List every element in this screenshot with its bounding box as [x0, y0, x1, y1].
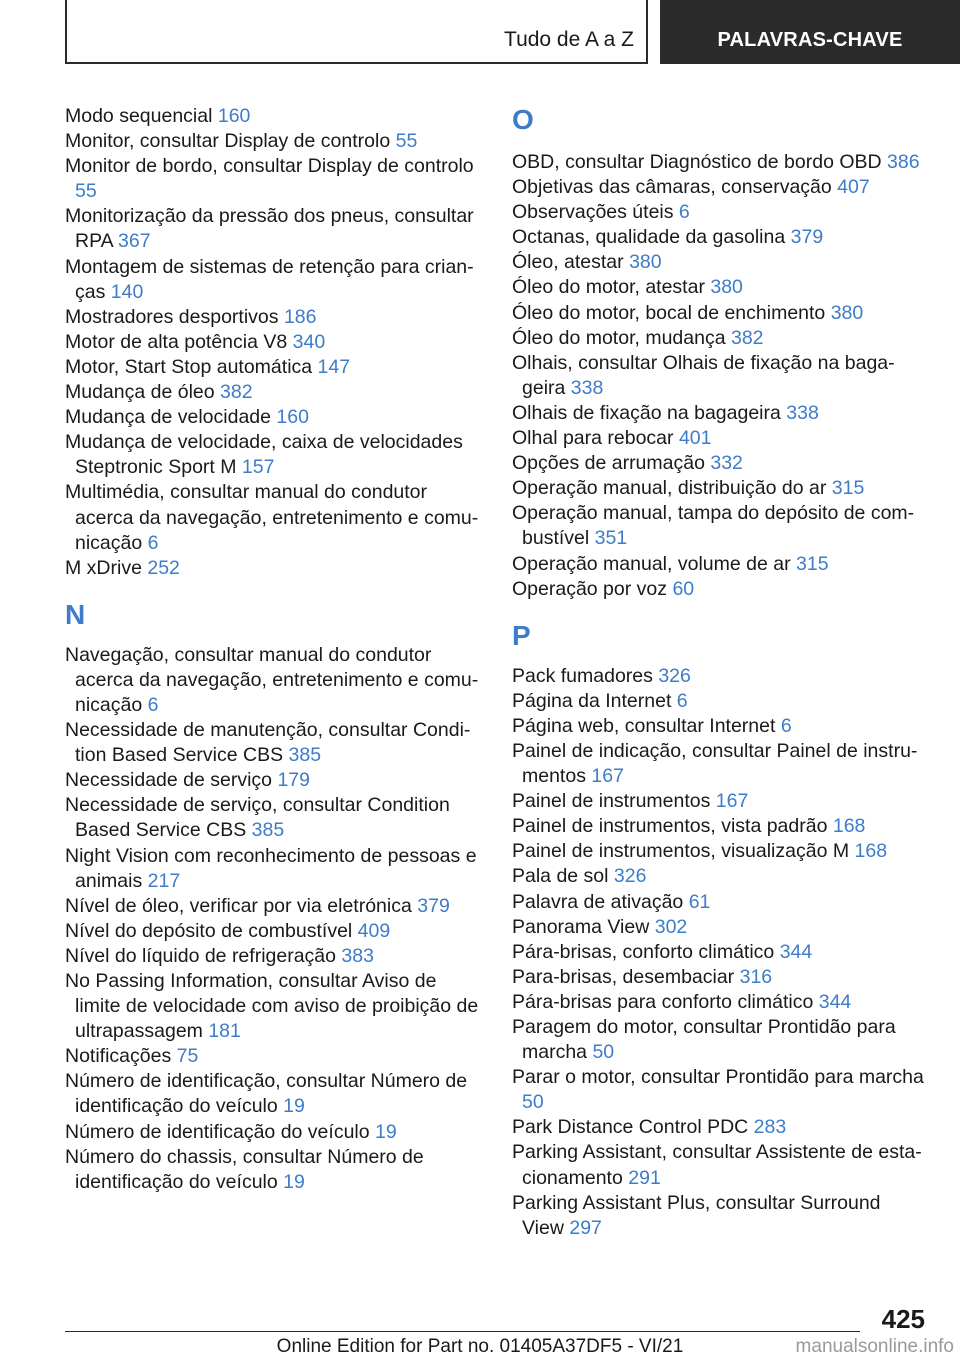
- index-entry-term: Notificações: [65, 1045, 172, 1068]
- index-entry-page-link[interactable]: 326: [613, 865, 647, 888]
- index-entry-term: Operação manual, tampa do depósito de combustível: [512, 502, 915, 550]
- index-entry: [512, 476, 927, 501]
- index-entry-page-link[interactable]: 380: [830, 301, 864, 324]
- index-entry: [512, 1115, 927, 1140]
- index-entry-term: Operação por voz: [512, 577, 668, 600]
- index-entry-page-link[interactable]: 385: [288, 744, 322, 767]
- index-entry-page-link[interactable]: 382: [220, 381, 253, 404]
- index-entry-term: Pack fumadores: [512, 664, 653, 687]
- index-entry-page-link[interactable]: 50: [592, 1041, 615, 1064]
- index-entry-page-link[interactable]: 160: [217, 105, 251, 127]
- index-entry-term: Nível do líquido de refrigeração: [65, 944, 336, 967]
- index-entry: [512, 250, 927, 275]
- index-entry: [512, 275, 927, 300]
- index-entry-page-link[interactable]: 380: [629, 251, 662, 274]
- index-entry: [512, 401, 927, 426]
- index-entry-page-link[interactable]: 338: [786, 401, 819, 424]
- index-entry: [512, 714, 927, 739]
- index-entry: [512, 965, 927, 990]
- index-entry: [512, 150, 927, 175]
- index-entry-page-link[interactable]: 61: [688, 890, 711, 913]
- index-entry-term: Página web, consultar Internet: [512, 714, 776, 737]
- index-entry-page-link[interactable]: 167: [715, 790, 749, 813]
- header-section-title: Tudo de A a Z: [504, 28, 634, 51]
- index-entry-term: Night Vision com reconhecimento de pessoas e animais: [65, 844, 477, 892]
- index-entry: [512, 552, 927, 577]
- index-letter-heading: N: [65, 598, 86, 630]
- index-entry: [65, 793, 480, 843]
- index-entry-term: Navegação, consultar manual do condutor acerca da navegação, entretenimento e comunicação: [65, 643, 479, 716]
- index-entry-page-link[interactable]: 291: [628, 1166, 661, 1189]
- index-entry-page-link[interactable]: 19: [283, 1170, 305, 1193]
- index-entry-page-link[interactable]: 382: [730, 326, 764, 349]
- index-entry: [65, 919, 480, 944]
- index-entry: [65, 405, 480, 430]
- index-entry-term: Parar o motor, consultar Prontidão para marcha: [512, 1066, 924, 1089]
- index-entry-term: Pára-brisas, conforto climático: [512, 940, 775, 963]
- index-entry-page-link[interactable]: 283: [753, 1116, 787, 1139]
- index-entry-term: Óleo do motor, bocal de enchimento: [512, 301, 826, 324]
- index-entry-term: Parking Assistant, consultar Assistente de estacionamento: [512, 1141, 922, 1189]
- index-entry-page-link[interactable]: 75: [176, 1045, 199, 1068]
- index-entry-page-link[interactable]: 380: [710, 276, 743, 299]
- index-entry-term: Necessidade de serviço: [65, 769, 273, 792]
- index-entry-term: M xDrive: [65, 556, 142, 579]
- index-entry: [512, 1015, 927, 1065]
- index-entry-page-link[interactable]: 55: [75, 180, 97, 203]
- index-entry-term: Motor de alta potência V8: [65, 330, 288, 353]
- index-entry: [65, 768, 480, 793]
- header-section-box: [65, 0, 648, 64]
- index-entry-term: Necessidade de serviço, consultar Condition Based Service CBS: [65, 794, 450, 842]
- index-entry-page-link[interactable]: 140: [110, 280, 144, 303]
- index-entry: [65, 480, 480, 555]
- index-entry: [512, 326, 927, 351]
- index-entry: [65, 556, 480, 581]
- index-entry-page-link[interactable]: 386: [887, 151, 920, 173]
- index-entry-page-link[interactable]: 297: [569, 1216, 602, 1239]
- index-entry-page-link[interactable]: 217: [147, 869, 181, 892]
- index-entry-page-link[interactable]: 379: [417, 894, 450, 917]
- index-entry-page-link[interactable]: 351: [594, 527, 628, 550]
- index-entry-term: Óleo do motor, atestar: [512, 276, 705, 299]
- index-entry-page-link[interactable]: 252: [147, 556, 180, 579]
- index-entry-term: Monitor de bordo, consultar Display de controlo: [65, 155, 474, 178]
- index-entry: [65, 305, 480, 330]
- index-entry-term: Necessidade de manutenção, consultar Condition Based Service CBS: [65, 719, 471, 767]
- index-entry: [65, 380, 480, 405]
- index-entry-page-link[interactable]: 407: [837, 176, 870, 199]
- index-entry: [512, 301, 927, 326]
- index-entry-page-link[interactable]: 157: [241, 456, 275, 479]
- index-entry: [512, 915, 927, 940]
- index-entry-term: Park Distance Control PDC: [512, 1116, 749, 1139]
- index-entry-page-link[interactable]: 344: [818, 990, 852, 1013]
- index-entry-term: Operação manual, distribuição do ar: [512, 477, 827, 500]
- index-entry: [65, 1120, 480, 1145]
- index-entry: [512, 940, 927, 965]
- index-entry-page-link[interactable]: 179: [277, 769, 310, 792]
- index-entry: [65, 430, 480, 480]
- index-entry-term: Panorama View: [512, 915, 650, 938]
- index-entry-term: Multimédia, consultar manual do condutor acerca da navegação, entretenimento e comunicação: [65, 481, 479, 554]
- index-column-right: [512, 104, 927, 1241]
- index-entry-page-link[interactable]: 344: [779, 940, 813, 963]
- index-entry: [512, 814, 927, 839]
- index-entry-term: Pala de sol: [512, 865, 609, 888]
- index-entry-page-link[interactable]: 383: [341, 944, 374, 967]
- index-entry: [65, 643, 480, 718]
- index-letter-heading: P: [512, 619, 531, 651]
- footer-divider: [65, 1331, 860, 1332]
- footer-edition: Online Edition for Part no. 01405A37DF5 - VI/21: [276, 1336, 684, 1357]
- index-entry-term: Painel de instrumentos: [512, 790, 711, 813]
- index-entry: [512, 664, 927, 689]
- index-entry-term: Monitorização da pressão dos pneus, consultar RPA: [65, 205, 474, 253]
- index-entry-term: Olhais de fixação na bagageira: [512, 401, 781, 424]
- index-entry-page-link[interactable]: 50: [522, 1091, 544, 1114]
- index-entry-term: Octanas, qualidade da gasolina: [512, 226, 786, 249]
- index-entry-term: Número de identificação do veículo: [65, 1120, 370, 1143]
- index-entry-term: Mostradores desportivos: [65, 305, 279, 328]
- index-entry: [512, 225, 927, 250]
- index-entry-page-link[interactable]: 409: [357, 919, 391, 942]
- index-entry: [65, 204, 480, 254]
- header-tab-label: PALAVRAS-CHAVE: [717, 29, 903, 51]
- index-entry: [65, 330, 480, 355]
- index-entry-page-link[interactable]: 186: [283, 305, 317, 328]
- index-entry-term: Pára-brisas para conforto climático: [512, 990, 814, 1013]
- index-entry: [512, 890, 927, 915]
- index-entry-page-link[interactable]: 379: [790, 226, 824, 249]
- index-entry-term: Modo sequencial: [65, 105, 213, 127]
- index-entry: [512, 990, 927, 1015]
- index-entry-page-link[interactable]: 168: [854, 840, 888, 863]
- index-entry-term: Paragem do motor, consultar Prontidão para marcha: [512, 1016, 896, 1064]
- index-entry-term: Montagem de sistemas de retenção para crianças: [65, 255, 474, 303]
- index-entry: [512, 175, 927, 200]
- index-entry-term: Painel de instrumentos, vista padrão: [512, 815, 828, 838]
- index-entry-page-link[interactable]: 55: [395, 130, 418, 153]
- index-entry: [512, 789, 927, 814]
- index-entry: [65, 355, 480, 380]
- index-entry: [512, 200, 927, 225]
- index-entry-page-link[interactable]: 60: [672, 577, 695, 600]
- watermark: manualsonline.info: [795, 1336, 954, 1357]
- index-entry-page-link[interactable]: 385: [251, 819, 285, 842]
- index-entry-term: Motor, Start Stop automática: [65, 355, 313, 378]
- index-column-left: [65, 104, 480, 1195]
- index-entry: [65, 944, 480, 969]
- index-entry-term: Painel de indicação, consultar Painel de instrumentos: [512, 739, 918, 788]
- index-entry-page-link[interactable]: 6: [676, 689, 688, 712]
- index-entry-term: Parking Assistant Plus, consultar Surround View: [512, 1191, 881, 1239]
- index-entry-page-link[interactable]: 315: [831, 477, 865, 500]
- index-entry: [512, 351, 927, 401]
- index-entry-term: Operação manual, volume de ar: [512, 552, 791, 575]
- index-entry-term: Mudança de velocidade: [65, 406, 271, 429]
- index-entry: [65, 129, 480, 154]
- index-entry-term: Painel de instrumentos, visualização M: [512, 840, 850, 863]
- index-entry: [65, 718, 480, 768]
- index-entry: [512, 501, 927, 551]
- index-entry-page-link[interactable]: 338: [570, 376, 604, 399]
- index-entry: [512, 864, 927, 889]
- index-entry-term: No Passing Information, consultar Aviso de limite de velocidade com aviso de proibição de ultrapassagem: [65, 970, 479, 1043]
- index-entry-term: Monitor, consultar Display de controlo: [65, 130, 391, 153]
- index-entry: [65, 1044, 480, 1069]
- index-entry-term: Opções de arrumação: [512, 452, 705, 475]
- index-entry-term: Palavra de ativação: [512, 890, 684, 913]
- index-entry-term: Nível do depósito de combustível: [65, 919, 353, 942]
- index-entry-page-link[interactable]: 6: [147, 693, 159, 716]
- index-entry-term: Nível de óleo, verificar por via eletrónica: [65, 894, 412, 917]
- index-entry-page-link[interactable]: 160: [276, 406, 309, 429]
- index-entry-term: OBD, consultar Diagnóstico de bordo OBD: [512, 151, 882, 173]
- index-entry-term: Para-brisas, desembaciar: [512, 965, 735, 988]
- index-entry: [65, 154, 480, 204]
- index-entry: [65, 1145, 480, 1195]
- index-entry: [512, 426, 927, 451]
- index-entry-page-link[interactable]: 326: [658, 664, 691, 687]
- index-entry-term: Observações úteis: [512, 201, 674, 224]
- header-tab: [660, 0, 960, 64]
- index-entry-page-link[interactable]: 6: [147, 531, 159, 554]
- index-entry: [65, 255, 480, 305]
- index-entry: [512, 1191, 927, 1241]
- index-entry: [65, 1069, 480, 1119]
- index-entry-page-link[interactable]: 340: [292, 330, 326, 353]
- index-entry-page-link[interactable]: 367: [118, 230, 151, 253]
- index-entry-page-link[interactable]: 6: [678, 201, 690, 224]
- index-entry-term: Óleo do motor, mudança: [512, 326, 726, 349]
- index-entry-page-link[interactable]: 332: [710, 452, 743, 475]
- index-entry-term: Número do chassis, consultar Número de identificação do veículo: [65, 1145, 424, 1193]
- index-entry-term: Mudança de velocidade, caixa de velocidades Steptronic Sport M: [65, 431, 463, 479]
- index-entry-term: Olhal para rebocar: [512, 427, 674, 450]
- index-entry-page-link[interactable]: 401: [678, 427, 712, 450]
- index-entry-page-link[interactable]: 19: [283, 1095, 305, 1118]
- index-entry-page-link[interactable]: 181: [208, 1020, 241, 1043]
- index-entry: [512, 1140, 927, 1190]
- index-entry-page-link[interactable]: 147: [317, 355, 351, 378]
- index-entry-page-link[interactable]: 167: [591, 765, 624, 788]
- index-entry-page-link[interactable]: 168: [832, 815, 866, 838]
- index-entry: [65, 104, 480, 129]
- index-entry: [512, 739, 927, 789]
- index-letter-heading: O: [512, 104, 534, 135]
- index-entry: [512, 689, 927, 714]
- index-entry: [65, 844, 480, 894]
- index-entry-page-link[interactable]: 19: [375, 1120, 397, 1143]
- index-entry-page-link[interactable]: 316: [739, 965, 773, 988]
- page-number: 425: [881, 1304, 925, 1334]
- index-entry-page-link[interactable]: 315: [796, 552, 829, 575]
- index-entry-term: Objetivas das câmaras, conservação: [512, 176, 832, 199]
- index-entry-term: Página da Internet: [512, 689, 672, 712]
- index-entry-term: Olhais, consultar Olhais de fixação na bagageira: [512, 351, 895, 399]
- index-entry: [512, 451, 927, 476]
- index-entry-page-link[interactable]: 6: [780, 714, 792, 737]
- index-entry: [512, 577, 927, 602]
- index-entry-term: Mudança de óleo: [65, 381, 215, 404]
- index-entry-term: Número de identificação, consultar Número de identificação do veículo: [65, 1070, 468, 1118]
- index-entry: [65, 894, 480, 919]
- index-entry-page-link[interactable]: 302: [654, 915, 688, 938]
- index-entry: [65, 969, 480, 1044]
- index-entry: [512, 839, 927, 864]
- index-entry-term: Óleo, atestar: [512, 251, 624, 274]
- index-entry: [512, 1065, 927, 1115]
